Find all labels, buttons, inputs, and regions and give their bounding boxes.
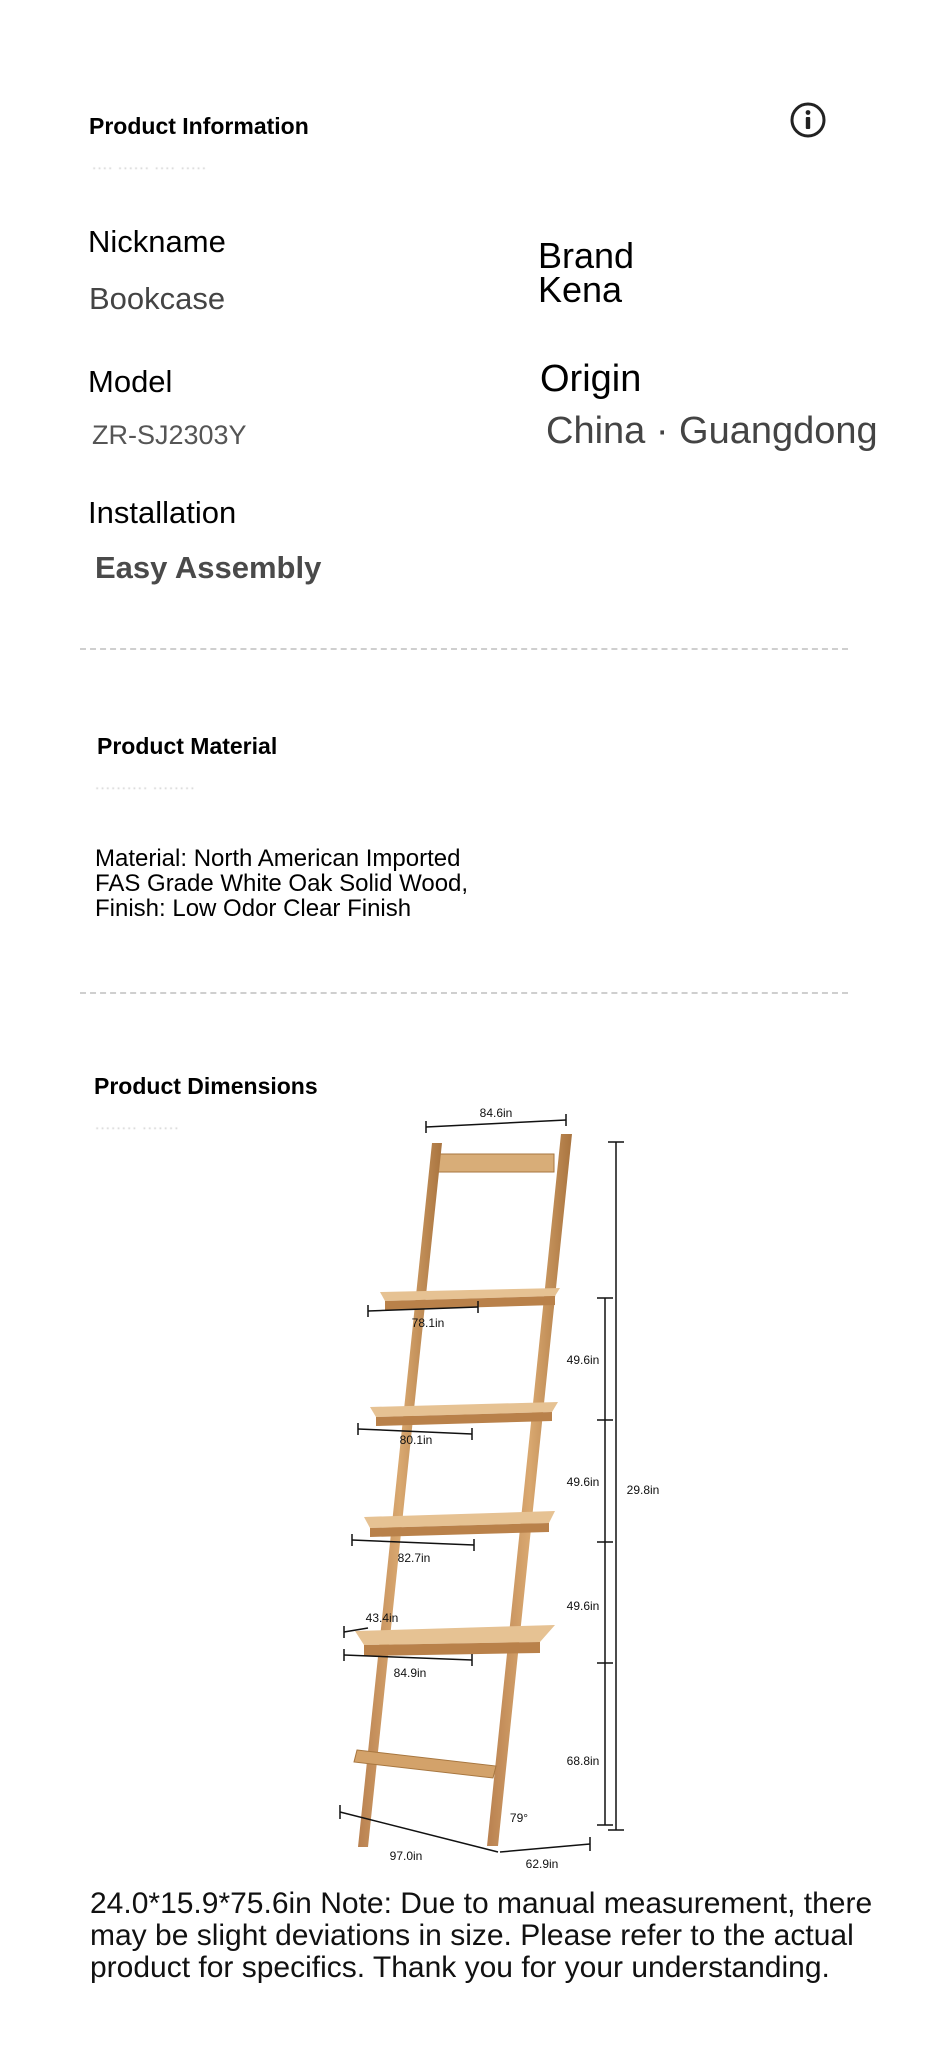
dim-base-depth: 97.0in: [389, 1849, 423, 1863]
installation-value: Easy Assembly: [95, 550, 322, 585]
divider: [80, 648, 848, 650]
ladder-left-leg: [358, 1143, 442, 1847]
dim-shelf2-width: 80.1in: [399, 1433, 433, 1447]
dim-shelf3-width: 82.7in: [397, 1551, 431, 1565]
origin-label: Origin: [540, 358, 642, 400]
dim-shelf-depth: 43.4in: [365, 1611, 399, 1625]
dim-bottom-gap: 68.8in: [566, 1754, 600, 1768]
nickname-label: Nickname: [88, 224, 226, 259]
dim-shelf4-width: 84.9in: [393, 1666, 427, 1680]
shelf: [370, 1402, 558, 1426]
ladder-shelf-diagram: [300, 1100, 680, 1880]
dim-angle: 79°: [509, 1811, 529, 1825]
section-title-product-dimensions: Product Dimensions: [94, 1073, 318, 1099]
dim-shelf1-width: 78.1in: [411, 1316, 445, 1330]
section-title-product-material: Product Material: [97, 733, 278, 759]
dim-total-height: 29.8in: [626, 1483, 660, 1497]
dim-base-width: 62.9in: [525, 1857, 559, 1871]
section-subtitle-ghost: ········ ·······: [95, 1120, 180, 1135]
dim-gap1: 49.6in: [566, 1353, 600, 1367]
brand-label: Brand: [538, 235, 635, 276]
section-title-product-information: Product Information: [89, 113, 309, 139]
divider: [80, 992, 848, 994]
nickname-value: Bookcase: [89, 281, 226, 316]
info-icon[interactable]: [790, 102, 826, 138]
installation-label: Installation: [88, 495, 237, 530]
model-value: ZR-SJ2303Y: [92, 420, 247, 450]
model-label: Model: [88, 364, 173, 399]
dimensions-note: 24.0*15.9*75.6in Note: Due to manual measurement, there may be slight deviations in size. Please refer to the actual product for specifics. Thank you for your understanding.: [90, 1887, 873, 1984]
dim-gap3: 49.6in: [566, 1599, 600, 1613]
section-subtitle-ghost: ·········· ········: [95, 780, 196, 795]
ladder-top-rung: [432, 1154, 554, 1172]
dim-gap2: 49.6in: [566, 1475, 600, 1489]
ladder-right-leg: [487, 1134, 572, 1846]
material-description: Material: North American Imported FAS Grade White Oak Solid Wood, Finish: Low Odor Clear Finish: [95, 845, 469, 922]
dim-top-width: 84.6in: [479, 1106, 513, 1120]
origin-value: China · Guangdong: [546, 410, 878, 452]
section-subtitle-ghost: ···· ······ ···· ·····: [92, 160, 208, 175]
brand-value: Kena: [538, 269, 623, 310]
